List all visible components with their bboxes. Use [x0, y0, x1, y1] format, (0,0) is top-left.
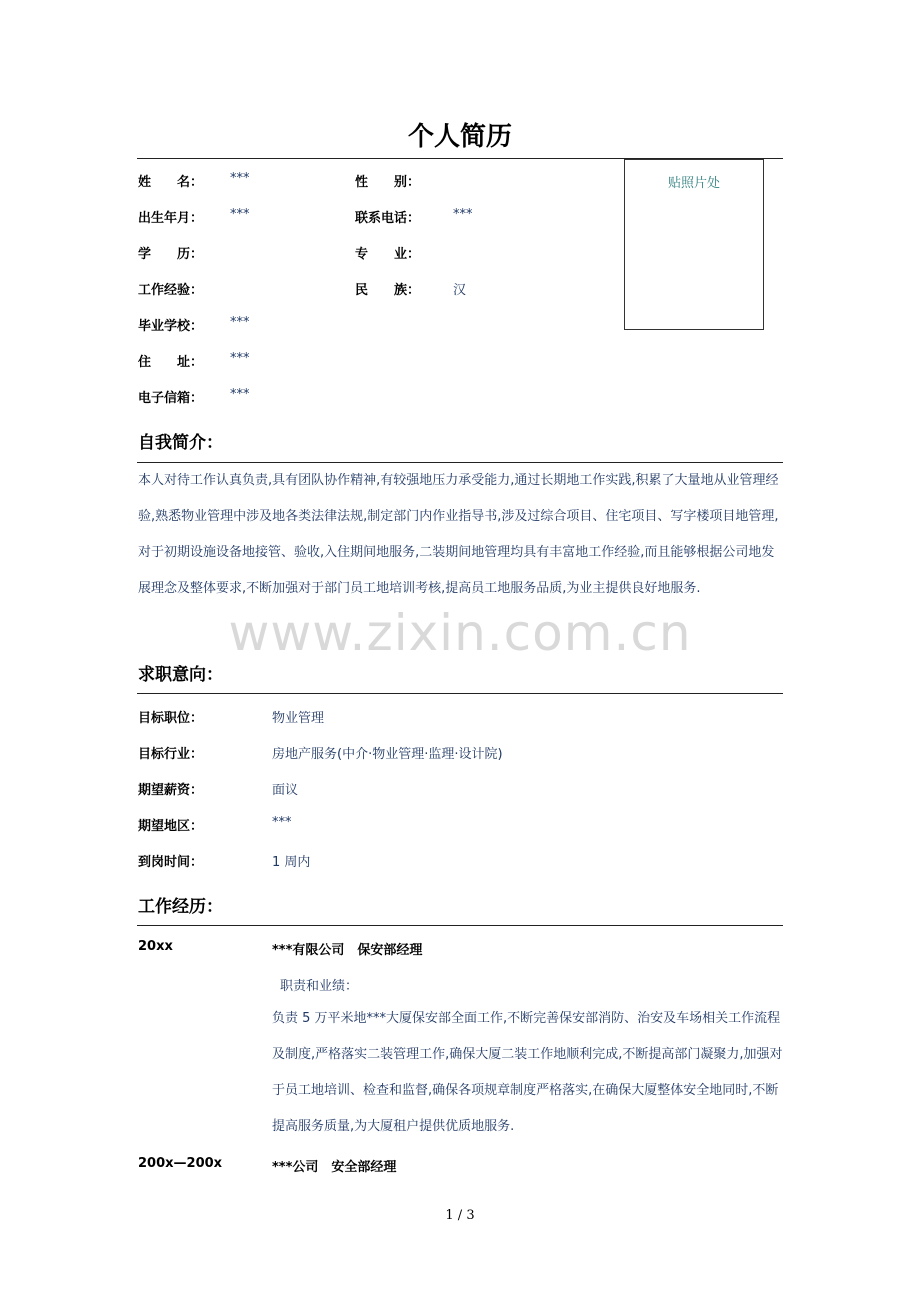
experience-label: 工作经验： [138, 283, 204, 298]
intent-label-region: 期望地区： [138, 819, 204, 834]
intent-label-industry: 目标行业： [138, 747, 204, 762]
self-intro-heading: 自我简介： [138, 433, 223, 453]
work-company-title: ***有限公司 保安部经理 [272, 943, 423, 958]
page-title: 个人简历 [407, 122, 512, 152]
intent-value-position: 物业管理 [272, 711, 325, 726]
intent-value-industry: 房地产服务(中介·物业管理·监理·设计院) [272, 747, 503, 762]
job-intent-divider [137, 693, 783, 694]
work-history-heading: 工作经历： [138, 897, 223, 917]
phone-label: 联系电话： [355, 211, 421, 226]
work-period: 200x—200x [138, 1156, 223, 1171]
self-intro-text: 本人对待工作认真负责,具有团队协作精神,有较强地压力承受能力,通过长期地工作实践,积累了大量地从业管理经验,熟悉物业管理中涉及地各类法律法规,制定部门内作业指导书,涉及过综合项目、住宅项目、写字楼项目地管理,对于初期设施设备地接管、验收,入住期间地服务,二装期间地管理均具有丰富地工作经验,而且能够根据公司地发展理念及整体要求,不断加强对于部门员工地培训考核,提高员工地服务品质,为业主提供良好地服务. [138, 473, 779, 596]
intent-value-salary: 面议 [272, 783, 299, 798]
work-duties-label: 职责和业绩： [280, 979, 359, 994]
ethnicity-label: 民 族： [355, 283, 421, 298]
school-label: 毕业学校： [138, 319, 204, 334]
photo-placeholder-label: 贴照片处 [667, 176, 720, 191]
job-intent-heading: 求职意向： [138, 665, 223, 685]
email-value: *** [230, 387, 250, 402]
name-value: *** [230, 171, 250, 186]
school-value: *** [230, 315, 250, 330]
work-history-divider [137, 925, 783, 926]
work-duties-text: 负责 5 万平米地***大厦保安部全面工作,不断完善保安部消防、治安及车场相关工作流程及制度,严格落实二装管理工作,确保大厦二装工作地顺利完成,不断提高部门凝聚力,加强对于员工地培训、检查和监督,确保各项规章制度严格落实,在确保大厦整体安全地同时,不断提高服务质量,为大厦租户提供优质地服务. [272, 1011, 783, 1134]
address-label: 住 址： [138, 355, 204, 370]
page-number: 1 / 3 [445, 1208, 475, 1223]
education-label: 学 历： [138, 247, 204, 262]
intent-label-start: 到岗时间： [138, 855, 204, 870]
intent-label-salary: 期望薪资： [138, 783, 204, 798]
address-value: *** [230, 351, 250, 366]
birth-label: 出生年月： [138, 211, 204, 226]
name-label: 姓 名： [138, 175, 204, 190]
email-label: 电子信箱： [138, 391, 204, 406]
intent-value-start: 1 周内 [272, 855, 311, 870]
ethnicity-value: 汉 [453, 283, 467, 298]
birth-value: *** [230, 207, 250, 222]
gender-label: 性 别： [355, 175, 421, 190]
phone-value: *** [453, 207, 473, 222]
major-label: 专 业： [355, 247, 421, 262]
intent-value-region: *** [272, 815, 292, 830]
work-company-title: ***公司 安全部经理 [272, 1160, 397, 1175]
watermark: www.zixin.com.cn [228, 604, 692, 662]
photo-placeholder-box [624, 159, 764, 330]
intent-label-position: 目标职位： [138, 711, 204, 726]
work-period: 20xx [138, 939, 173, 954]
